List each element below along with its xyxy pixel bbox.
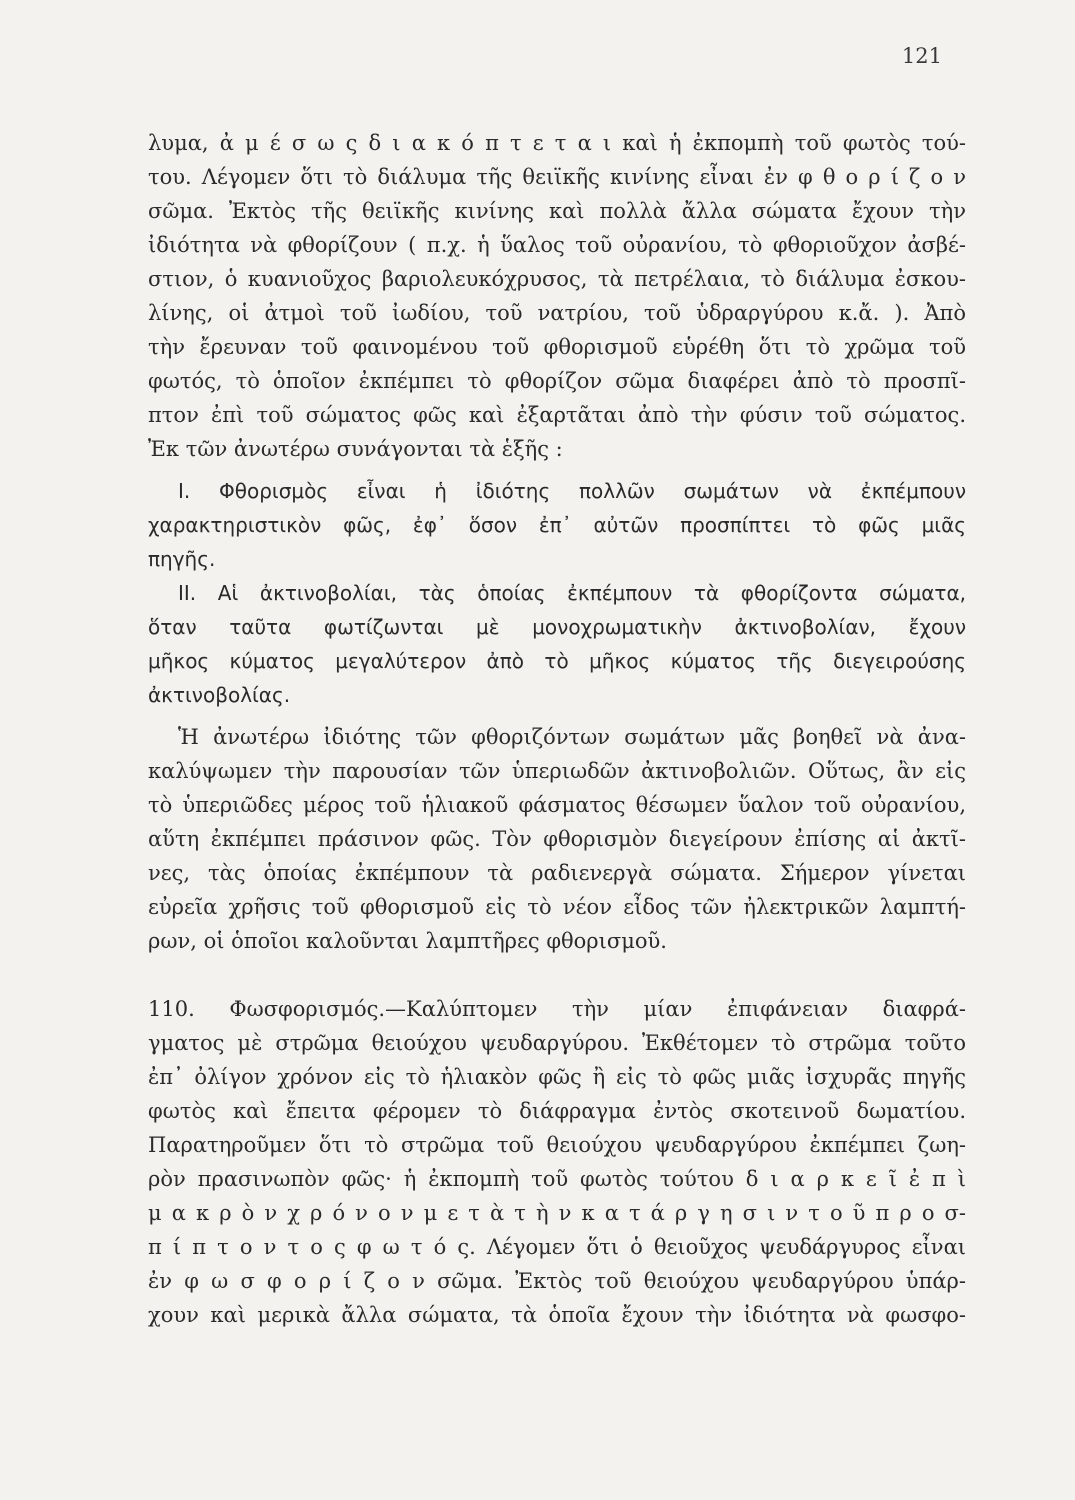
text-line: Ἡ ἀνωτέρω ἰδιότης τῶν φθοριζόντων σωμάτων μᾶς βοηθεῖ νὰ ἀνα- — [178, 725, 966, 749]
text-line: πτον ἐπὶ τοῦ σώματος φῶς καὶ ἐξαρτᾶται ἀπὸ τὴν φύσιν τοῦ σώματος. — [148, 403, 966, 427]
text-line: Παρατηροῦμεν ὅτι τὸ στρῶμα τοῦ θειούχου ψευδαργύρου ἐκπέμπει ζωη- — [148, 1133, 966, 1157]
text-line: ἰδιότητα νὰ φθορίζουν ( π.χ. ἡ ὕαλος τοῦ οὐρανίου, τὸ φθοριοῦχον ἀσβέ- — [148, 233, 966, 257]
text-line: ἐν φ ω σ φ ο ρ ί ζ ο ν σῶμα. Ἐκτὸς τοῦ θειούχου ψευδαργύρου ὑπάρ- — [148, 1269, 966, 1293]
text-line: τὸ ὑπεριῶδες μέρος τοῦ ἡλιακοῦ φάσματος θέσωμεν ὕαλον τοῦ οὐρανίου, — [148, 793, 966, 817]
section-heading-line: 110. Φωσφορισμός.—Καλύπτομεν τὴν μίαν ἐπιφάνειαν διαφρά- — [148, 997, 966, 1021]
text-line: π ί π τ ο ν τ ο ς φ ω τ ό ς. Λέγομεν ὅτι ὁ θειοῦχος ψευδάργυρος εἶναι — [148, 1235, 966, 1259]
text-line: ἐπ᾽ ὀλίγον χρόνον εἰς τὸ ἡλιακὸν φῶς ἢ εἰς τὸ φῶς μιᾶς ἰσχυρᾶς πηγῆς — [148, 1065, 966, 1089]
text-line: τὴν ἔρευναν τοῦ φαινομένου τοῦ φθορισμοῦ εὑρέθη ὅτι τὸ χρῶμα τοῦ — [148, 335, 966, 359]
text-line: Ἐκ τῶν ἀνωτέρω συνάγονται τὰ ἑξῆς : — [148, 437, 563, 461]
conclusion-one: I. Φθορισμὸς εἶναι ἡ ἰδιότης πολλῶν σωμάτων νὰ ἐκπέμπουν — [178, 479, 966, 503]
text-line: στιον, ὁ κυανιοῦχος βαριολευκόχρυσος, τὰ πετρέλαια, τὸ διάλυμα ἐσκου- — [148, 267, 966, 291]
text-line: ὅταν ταῦτα φωτίζωνται μὲ μονοχρωματικὴν ἀκτινοβολίαν, ἔχουν — [148, 615, 966, 639]
text-line: χαρακτηριστικὸν φῶς, ἐφ᾽ ὅσον ἐπ᾽ αὐτῶν προσπίπτει τὸ φῶς μιᾶς — [148, 513, 966, 537]
text-line: πηγῆς. — [148, 547, 216, 571]
text-line: γματος μὲ στρῶμα θειούχου ψευδαργύρου. Ἐκθέτομεν τὸ στρῶμα τοῦτο — [148, 1031, 966, 1055]
text-line: νες, τὰς ὁποίας ἐκπέμπουν τὰ ραδιενεργὰ σώματα. Σήμερον γίνεται — [148, 861, 966, 885]
conclusion-two: II. Αἱ ἀκτινοβολίαι, τὰς ὁποίας ἐκπέμπουν τὰ φθορίζοντα σώματα, — [178, 581, 966, 605]
text-line: εὐρεῖα χρῆσις τοῦ φθορισμοῦ εἰς τὸ νέον εἶδος τῶν ἠλεκτρικῶν λαμπτή- — [148, 895, 966, 919]
text-line: ἀκτινοβολίας. — [148, 683, 291, 707]
text-line: λυμα, ἀ μ έ σ ω ς δ ι α κ ό π τ ε τ α ι καὶ ἡ ἐκπομπὴ τοῦ φωτὸς τού- — [148, 131, 966, 155]
text-line: αὕτη ἐκπέμπει πράσινον φῶς. Τὸν φθορισμὸν διεγείρουν ἐπίσης αἱ ἀκτῖ- — [148, 827, 966, 851]
text-line: μ α κ ρ ὸ ν χ ρ ό ν ο ν μ ε τ ὰ τ ὴ ν κ α τ ά ρ γ η σ ι ν τ ο ῦ π ρ ο σ- — [148, 1201, 966, 1225]
page-body — [148, 126, 966, 1332]
text-line: καλύψωμεν τὴν παρουσίαν τῶν ὑπεριωδῶν ἀκτινοβολιῶν. Οὕτως, ἂν εἰς — [148, 759, 966, 783]
text-line: λίνης, οἱ ἀτμοὶ τοῦ ἰωδίου, τοῦ νατρίου, τοῦ ὑδραργύρου κ.ἄ. ). Ἀπὸ — [148, 301, 966, 325]
text-line: ρὸν πρασινωπὸν φῶς· ἡ ἐκπομπὴ τοῦ φωτὸς τούτου δ ι α ρ κ ε ῖ ἐ π ὶ — [148, 1167, 966, 1191]
text-line: σῶμα. Ἐκτὸς τῆς θειϊκῆς κινίνης καὶ πολλὰ ἄλλα σώματα ἔχουν τὴν — [148, 199, 966, 223]
text-line: του. Λέγομεν ὅτι τὸ διάλυμα τῆς θειϊκῆς κινίνης εἶναι ἐν φ θ ο ρ ί ζ ο ν — [148, 165, 966, 189]
text-line: μῆκος κύματος μεγαλύτερον ἀπὸ τὸ μῆκος κύματος τῆς διεγειρούσης — [148, 649, 966, 673]
text-line: χουν καὶ μερικὰ ἄλλα σώματα, τὰ ὁποῖα ἔχουν τὴν ἰδιότητα νὰ φωσφο- — [148, 1303, 966, 1327]
text-line: φωτὸς καὶ ἔπειτα φέρομεν τὸ διάφραγμα ἐντὸς σκοτεινοῦ δωματίου. — [148, 1099, 966, 1123]
text-line: ρων, οἱ ὁποῖοι καλοῦνται λαμπτῆρες φθορισμοῦ. — [148, 929, 667, 953]
page-number: 121 — [901, 44, 942, 68]
text-line: φωτός, τὸ ὁποῖον ἐκπέμπει τὸ φθορίζον σῶμα διαφέρει ἀπὸ τὸ προσπῖ- — [148, 369, 966, 393]
